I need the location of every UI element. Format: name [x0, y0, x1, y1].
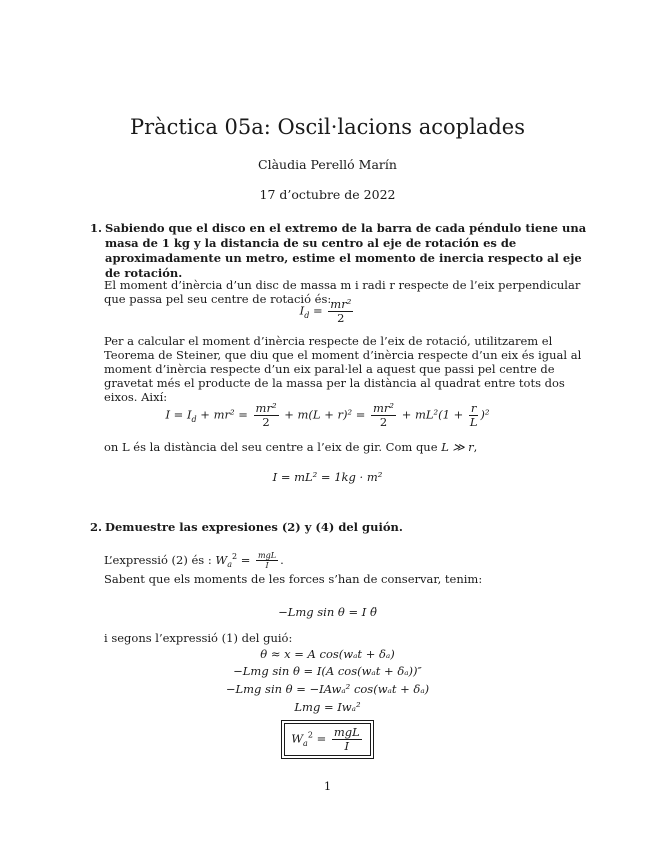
fraction [371, 402, 396, 429]
paragraph-moment-disc: El moment d’inèrcia d’un disc de massa m i radi r respecte de l’eix perpendicular que passa pel seu centre de rotació és: [104, 278, 581, 306]
paragraph-steiner: Per a calcular el moment d’inèrcia respecte de l’eix de rotació, utilitzarem el Teorema de Steiner, que diu que el moment d’inèrcia respecte d’un eix és igual al moment d’inèrcia respecte d’un eix paral·lel a aquest que passi pel centre de gravetat més el producte de la massa per la distància al quadrat entre tots dos eixos. Així: [104, 334, 582, 404]
numerator: mgL [258, 551, 277, 561]
equation-torque: −Lmg sin θ = I θ̈ [278, 605, 377, 619]
page-number: 1 [323, 779, 332, 793]
paragraph-expression-1: i segons l’expressió (1) del guió: [104, 631, 293, 645]
inline-math: L ≫ r [441, 440, 474, 454]
numerator: mr² [373, 401, 395, 415]
text: , [473, 440, 478, 454]
fraction [256, 551, 278, 570]
page-title: Pràctica 05a: Oscil·lacions acoplades [129, 115, 525, 139]
eq-part: + m(L + r)² = [280, 407, 370, 422]
fraction [254, 402, 279, 429]
text: on L és la distància del seu centre a l’eix de gir. Com que [104, 440, 442, 454]
denominator: L [469, 415, 478, 429]
equation-steiner [0, 402, 655, 429]
eq-lhs: I [299, 303, 305, 318]
denominator: 2 [262, 415, 270, 429]
fraction [328, 298, 353, 325]
question-text: Sabiendo que el disco en el extremo de la barra de cada péndulo tiene una masa de 1 kg y la distancia de su centro al eje de rotación es de aproximadamente un metro, estime el momento de inercia respecto al eje de rotación. [105, 221, 587, 280]
question-1 [90, 221, 590, 281]
fraction [332, 726, 362, 753]
paragraph-where-L [104, 440, 584, 454]
eq-part: + mL²(1 + [398, 407, 467, 422]
eq-sub: d [304, 310, 310, 320]
w: W [291, 731, 304, 746]
numerator: mr² [255, 401, 277, 415]
equation-derivative: −Lmg sin θ = I(A cos(wₐt + δₐ))″ [233, 664, 422, 678]
date: 17 d’octubre de 2022 [259, 187, 396, 202]
result-box-inner: $W_a^2$ = $\frac{\text{mgL}}{I}$ [284, 723, 371, 756]
inline-math-w: W [215, 552, 228, 567]
text: L’expressió (2) és : [104, 552, 216, 567]
eq-part: )² [480, 407, 490, 422]
denominator: I [344, 739, 350, 753]
author: Clàudia Perelló Marín [258, 157, 397, 172]
equation-boxed-result [0, 720, 655, 759]
sub: a [303, 738, 308, 748]
numerator: mr² [330, 297, 352, 311]
question-2 [90, 520, 590, 535]
equation-disc-inertia: $I_d$ = $\frac{\text{mr²}}{2}$ [299, 297, 352, 325]
sup: 2 [307, 730, 313, 740]
equation-expanded: −Lmg sin θ = −IAwₐ² cos(wₐt + δₐ) [225, 682, 430, 696]
question-number: 2. [90, 520, 103, 534]
equation-inertia-result: I = mL² = 1kg · m² [272, 470, 383, 484]
equation-theta: θ ≈ x = A cos(wₐt + δₐ) [260, 647, 395, 661]
equation-simplified: Lmg = Iwₐ² [294, 700, 361, 714]
paragraph-expression-2: L’expressió (2) és : $W_a^2$ = $\frac{\text{mgL}}{I}$ . [104, 551, 284, 571]
question-number: 1. [90, 221, 103, 235]
result-box [281, 720, 374, 759]
paragraph-conservation: Sabent que els moments de les forces s’han de conservar, tenim: [104, 572, 483, 586]
eq-part: + mr² = [196, 407, 252, 422]
eq-sub: d [191, 414, 197, 424]
denominator: 2 [379, 415, 388, 429]
question-text: Demuestre las expresiones (2) y (4) del guión. [105, 520, 403, 534]
denominator: 2 [337, 311, 345, 325]
fraction [469, 402, 479, 429]
eq-part: I = I [165, 407, 192, 422]
denominator: I [265, 561, 269, 571]
sub: a [227, 560, 232, 570]
sup: 2 [232, 552, 238, 561]
numerator: r [470, 401, 477, 415]
numerator: mgL [333, 725, 360, 739]
